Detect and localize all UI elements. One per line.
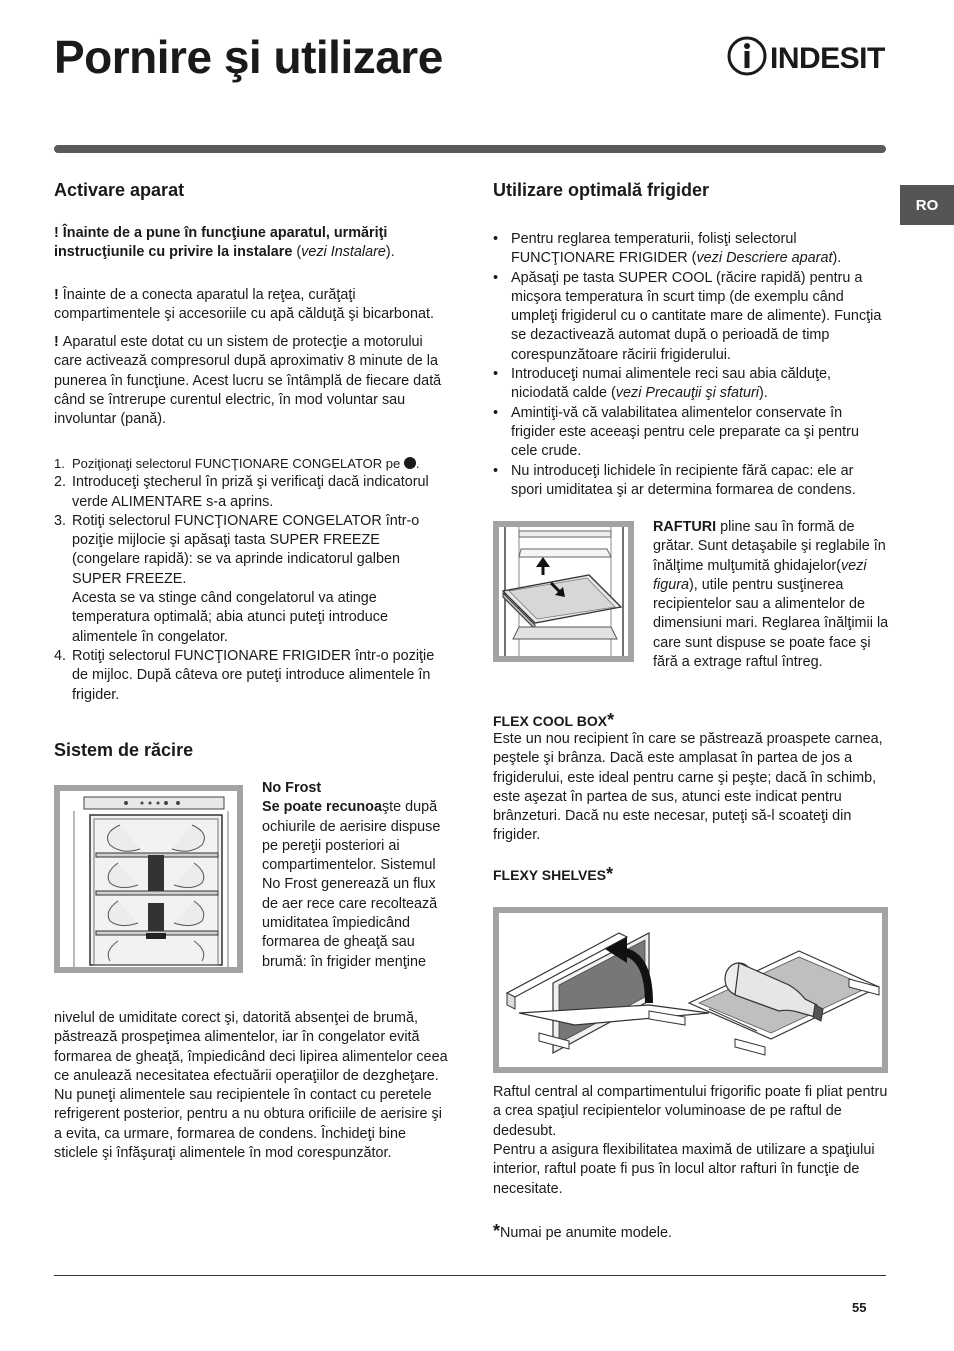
activation-steps — [54, 454, 449, 705]
warning-2: ! Înainte de a conecta aparatul la reţea, curăţaţi compartimentele şi accesoriile cu apă călduţă şi bicarbonat. — [54, 287, 434, 323]
language-tab: RO — [900, 185, 954, 225]
filled-circle-icon — [404, 457, 416, 469]
step-2: 2. Introduceţi ştecherul în priză şi verificaţi dacă indicatorul verde ALIMENTARE s-a aprins. — [54, 474, 429, 510]
svg-text:INDESIT: INDESIT — [770, 42, 885, 75]
flexcool-text: Este un nou recipient în care se păstrează proaspete carnea, peştele şi brânza. Dacă este amplasat în partea de jos a frigiderului, este ideal pentru carne şi peşte; dacă în schimb, este aşezat în partea de sus, atunci este indicat pentru brânzeturi. Dacă nu este necesar, puteţi să-l scoateţi din frigider. — [493, 731, 883, 844]
warning-1: ! Înainte de a pune în funcţiune aparatul, urmăriţi instrucţiunile cu privire la instalare (vezi Instalare). — [54, 225, 395, 261]
flexy-figure — [493, 907, 888, 1073]
list-item: • Nu introduceţi lichidele în recipiente fără capac: ele ar spori umiditatea şi ar determina formarea de condens. — [493, 462, 888, 501]
folding-shelf-illustration — [499, 913, 882, 1067]
utilizare-heading: Utilizare optimală frigider — [493, 180, 710, 200]
shelf-adjust-illustration — [499, 527, 628, 656]
indesit-logo — [726, 34, 888, 78]
racire-heading: Sistem de răcire — [54, 740, 194, 760]
nofrost-continued-text: nivelul de umiditate corect şi, datorită absenţei de brumă, păstrează prospeţimea alimentelor, iar în congelator evită formarea de gheaţă, împiedicând deci lipirea alimentelor ceea ce anulează necesitatea efectuării operaţiilor de dezgheţare. Nu puneţi alimentele sau recipientele în contact cu peretele refrigerent posterior, pentru a nu obtura orificiile de aerisire şi a evita, ca urmare, formarea de condens. Închideţi bine sticlele şi înfăşuraţi alimentele în mod corespunzător. — [54, 1010, 448, 1162]
step-4: 4. Rotiţi selectorul FUNCŢIONARE FRIGIDER într-o poziţie de mijloc. După câteva ore puteţi introduce alimentele în frigider. — [54, 647, 435, 703]
nofrost-figure — [54, 785, 243, 973]
page-title: Pornire şi utilizare — [54, 31, 443, 83]
fridge-interior-illustration — [60, 791, 237, 967]
header-divider — [54, 145, 886, 153]
nofrost-sidebar-text: No Frost Se poate recunoaşte după ochiurile de aerisire dispuse pe pereţii posteriori ai compartimentelor. Sistemul No Frost generează un flux de aer rece care recoltează umiditatea împiedicând formarea de gheaţă sau brumă: în frigider menţine — [262, 780, 441, 970]
step-1: 1. Poziţionaţi selectorul FUNCŢIONARE CONGELATOR pe . — [54, 456, 420, 471]
page-number: 55 — [852, 1300, 867, 1315]
shelves-figure — [493, 521, 634, 662]
flexy-title: FLEXY SHELVES* — [493, 864, 614, 884]
footer-divider — [54, 1275, 886, 1276]
list-item: • Introduceţi numai alimentele reci sau abia călduţe, niciodată calde (vezi Precauţii şi sfaturi). — [493, 365, 888, 404]
activare-heading: Activare aparat — [54, 180, 185, 200]
warning-3: ! Aparatul este dotat cu un sistem de protecţie a motorului care activează compresorul după aproximativ 8 minute de la punerea în funcţiune. Acest lucru se întâmplă de fiecare dată când se întrerupe curentul electric, în mod voluntar sau involuntar (pană). — [54, 334, 442, 428]
step-3: 3. Rotiţi selectorul FUNCŢIONARE CONGELATOR într-o poziţie mijlocie şi apăsaţi tasta SUPER FREEZE (congelare rapidă): se va aprinde indicatorul galben SUPER FREEZE. Acesta se va stinge când congelatorul va atinge temperatura optimală; abia atunci puteţi introduce alimentele în congelator. — [54, 512, 420, 645]
list-item: • Apăsaţi pe tasta SUPER COOL (răcire rapidă) pentru a micşora temperatura în scurt timp (de exemplu când umpleţi frigiderul cu o cantitate mare de alimente). Funcţia se dezactivează automat după o perioadă de timp corespunzătoare răcirii frigiderului. — [493, 269, 888, 365]
usage-tips-list — [493, 230, 888, 500]
footnote: *Numai pe anumite modele. — [493, 1221, 672, 1241]
flexy-text-2: Pentru a asigura flexibilitatea maximă de utilizare a spaţiului interior, raftul poate fi pus în locul altor rafturi în funcţie de necesitate. — [493, 1142, 875, 1197]
list-item: • Pentru reglarea temperaturii, folisţi selectorul FUNCŢIONARE FRIGIDER (vezi Descriere aparat). — [493, 230, 888, 269]
rafturi-text: RAFTURI pline sau în formă de grătar. Sunt detaşabile şi reglabile în înălţime mulţumită ghidajelor(vezi figura), utile pentru susţinerea recipientelor sau a alimentelor de dimensiuni mari. Reglarea înălţimii la care sunt dispuse se poate face şi fără a extrage raftul întreg. — [653, 519, 889, 671]
flexy-text-1: Raftul central al compartimentului frigorific poate fi pliat pentru a crea spaţiul recipientelor voluminoase de pe raftul de dedesubt. — [493, 1084, 888, 1139]
list-item: • Amintiţi-vă că valabilitatea alimentelor conservate în frigider este aceeaşi pentru cele preparate ca şi pentru cele crude. — [493, 404, 888, 462]
flexcool-title: FLEX COOL BOX* — [493, 710, 615, 730]
